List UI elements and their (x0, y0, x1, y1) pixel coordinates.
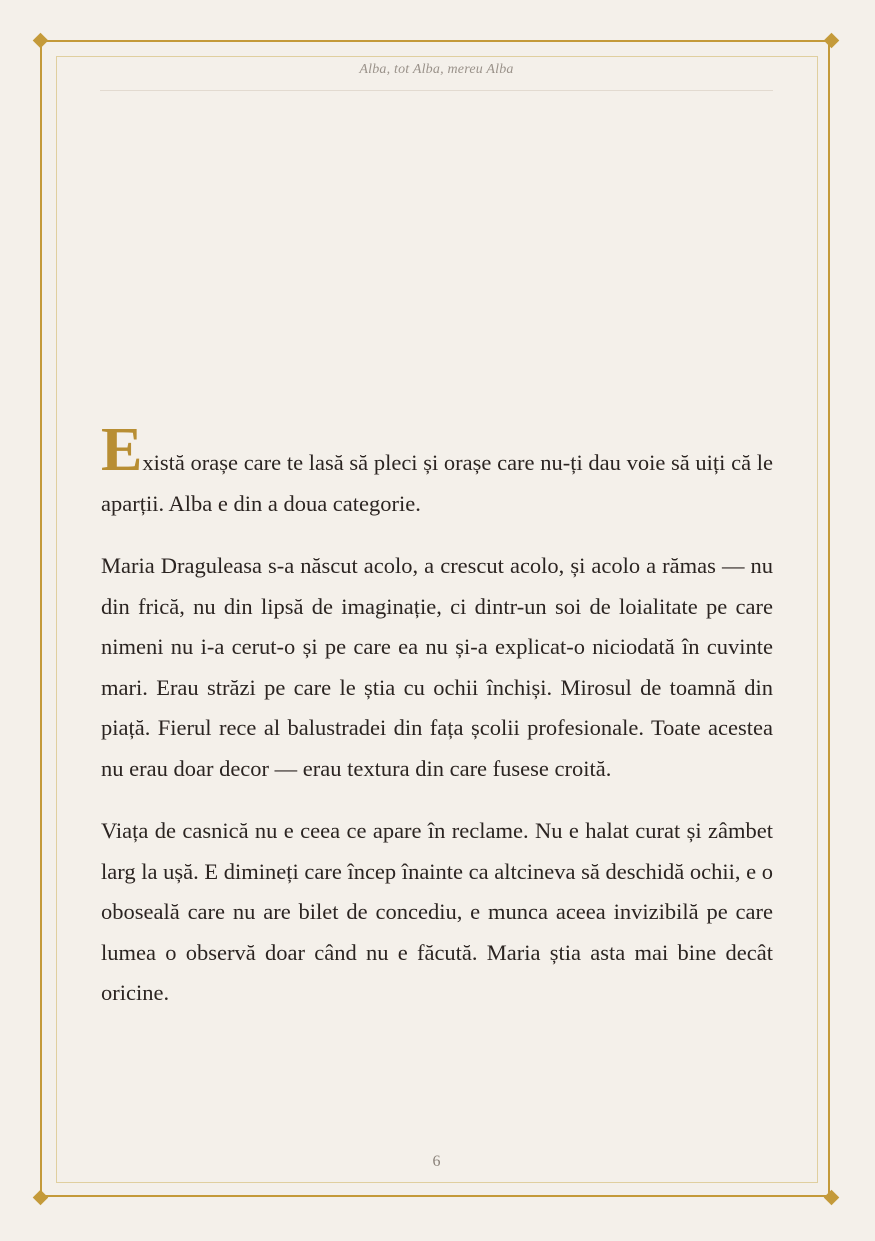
paragraph-3: Viața de casnică nu e ceea ce apare în reclame. Nu e halat curat și zâmbet larg la ușă. E dimineți care încep înainte ca altcineva să deschidă ochii, e o oboseală care nu are bilet de concediu, e munca aceea invizibilă pe care lumea o observă doar când nu e făcută. Maria știa asta mai bine decât oricine. (101, 818, 773, 1005)
paragraph-2: Maria Draguleasa s-a născut acolo, a crescut acolo, și acolo a rămas — nu din frică, nu din lipsă de imaginație, ci dintr-un soi de loialitate pe care nimeni nu i-a cerut-o și pe care ea nu și-a explicat-o niciodată în cuvinte mari. Erau străzi pe care le știa cu ochii închiși. Mirosul de toamnă din piață. Fierul rece al balustradei din fața școlii profesionale. Toate acestea nu erau doar decor — erau textura din care fusese croită. (101, 553, 773, 781)
header-divider (100, 90, 773, 91)
paragraph-1-text: xistă orașe care te lasă să pleci și orașe care nu-ți dau voie să uiți că le aparții. Alba e din a doua categorie. (101, 450, 773, 516)
chapter-body (101, 416, 773, 1036)
drop-cap: E (101, 416, 143, 484)
running-header: Alba, tot Alba, mereu Alba (359, 62, 514, 77)
page-number: 6 (432, 1153, 441, 1170)
paragraph-1 (101, 416, 773, 524)
